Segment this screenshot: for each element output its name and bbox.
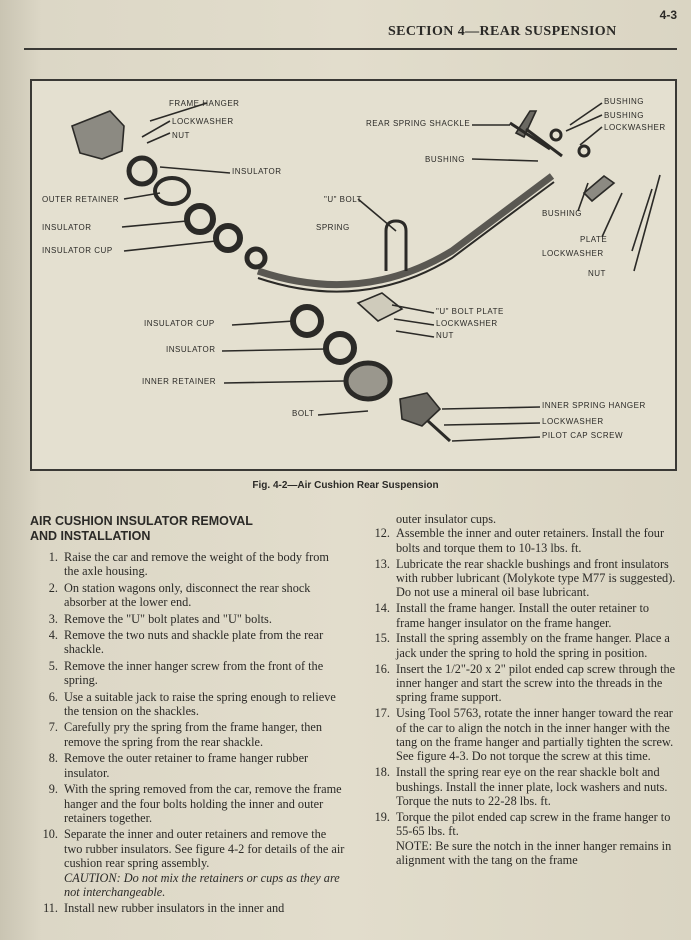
callout-u-bolt: "U" BOLT (324, 195, 362, 204)
caution-text: CAUTION: Do not mix the retainers or cups as they are not interchangeable. (64, 870, 340, 899)
note-text: NOTE: Be sure the notch in the inner hanger remains in alignment with the tang on the frame (396, 838, 672, 868)
callout-lockwasher-r: LOCKWASHER (604, 123, 666, 132)
step-item: 10. Separate the inner and outer retainers and remove the two rubber insulators. See figure 4-2 for details of the air cushion rear spring assembly. CAUTION: Do not mix the retainers or cups as they are not interchangeable. (42, 827, 345, 899)
step-item: 7. Carefully pry the spring from the frame hanger, then remove the spring from the rear shackle. (48, 720, 322, 749)
page-number: 4-3 (659, 8, 677, 22)
exploded-view-figure (30, 79, 677, 471)
callout-lockwasher-r2: LOCKWASHER (542, 249, 604, 258)
callout-nut-top: NUT (172, 131, 190, 140)
callout-bushing-mid: BUSHING (425, 155, 465, 164)
step-item: 19. Torque the pilot ended cap screw in the frame hanger to 55-65 lbs. ft. NOTE: Be sure the notch in the inner hanger remains in alignment with the tang on the frame (374, 809, 672, 868)
callout-inner-spring-hanger: INNER SPRING HANGER (542, 401, 646, 410)
step-item: 17. Using Tool 5763, rotate the inner hanger toward the rear of the car to align the notch in the inner hanger with the tang on the frame hanger and partially tighten the screw. See figure 4-3. Do not torque the screw at this time. (374, 706, 674, 764)
callout-lockwasher-top: LOCKWASHER (172, 117, 234, 126)
callout-u-bolt-plate: "U" BOLT PLATE (436, 307, 504, 316)
suspension-diagram (32, 81, 675, 469)
step-item: 3. Remove the "U" bolt plates and "U" bolts. (48, 611, 272, 626)
step-item: 18. Install the spring rear eye on the rear shackle bolt and bushings. Install the inner plate, lock washers and nuts. Torque the nuts to 22-28 lbs. ft. (374, 765, 668, 809)
callout-insulator-cup-low: INSULATOR CUP (144, 319, 215, 328)
callout-inner-retainer: INNER RETAINER (142, 377, 216, 386)
callout-nut-r: NUT (588, 269, 606, 278)
step-item: 16. Insert the 1/2"-20 x 2" pilot ended cap screw through the inner hanger and start the screw into the threads in the spring frame support. (374, 661, 676, 705)
procedure-title (30, 514, 350, 544)
step-item: 8. Remove the outer retainer to frame hanger rubber insulator. (48, 751, 309, 780)
procedure-title-line1: AIR CUSHION INSULATOR REMOVAL (30, 514, 253, 528)
steps-left-column (34, 550, 346, 918)
header-rule (24, 48, 677, 50)
step-item: 5. Remove the inner hanger screw from the front of the spring. (48, 658, 324, 688)
step-item: 12. Assemble the inner and outer retainers. Install the four bolts and torque them to 10-13 lbs. ft. (374, 526, 665, 555)
callout-lockwasher-ub: LOCKWASHER (436, 319, 498, 328)
callout-insulator-low: INSULATOR (166, 345, 216, 354)
step-item: 4. Remove the two nuts and shackle plate from the rear shackle. (48, 628, 324, 657)
procedure-title-line2: AND INSTALLATION (30, 529, 151, 543)
callout-rear-spring-shackle: REAR SPRING SHACKLE (366, 119, 471, 128)
step-item: 2. On station wagons only, disconnect the rear shock absorber at the lower end. (48, 580, 311, 610)
callout-nut-ub: NUT (436, 331, 454, 340)
callout-bushing-r3: BUSHING (542, 209, 582, 218)
callout-frame-hanger: FRAME HANGER (169, 99, 240, 108)
section-title: SECTION 4—REAR SUSPENSION (388, 24, 617, 39)
step-item: 9. With the spring removed from the car, remove the frame hanger and the four bolts holding the inner and outer retainers together. (48, 782, 342, 825)
step-item: 1. Raise the car and remove the weight of the body from the axle housing. (48, 550, 329, 579)
figure-caption: Fig. 4-2—Air Cushion Rear Suspension (252, 480, 439, 491)
callout-outer-retainer: OUTER RETAINER (42, 195, 120, 204)
step-continuation: outer insulator cups. (396, 512, 497, 526)
step-item: 14. Install the frame hanger. Install the outer retainer to frame hanger insulator on the frame hanger. (374, 601, 650, 630)
steps-right-column (366, 512, 680, 869)
step-item: 15. Install the spring assembly on the frame hanger. Place a jack under the spring to hold the spring in position. (374, 631, 670, 660)
callout-insulator-cup-left: INSULATOR CUP (42, 246, 113, 255)
callout-bushing-r2: BUSHING (604, 111, 644, 120)
callout-insulator-left: INSULATOR (42, 223, 92, 232)
callout-bushing-r1: BUSHING (604, 97, 644, 106)
callout-spring: SPRING (316, 223, 350, 232)
step-item: 11. Install new rubber insulators in the inner and (43, 901, 285, 916)
step-item: 6. Use a suitable jack to raise the spring enough to relieve the tension on the shackles. (48, 689, 336, 719)
callout-pilot-cap-screw: PILOT CAP SCREW (542, 431, 623, 440)
callout-bolt: BOLT (292, 409, 315, 418)
callout-lockwasher-low: LOCKWASHER (542, 417, 604, 426)
step-item: 13. Lubricate the rear shackle bushings and front insulators with rubber lubricant (Molykote type M77 is suggested). Do not use a mineral oil base lubricant. (374, 556, 676, 600)
callout-plate: PLATE (580, 235, 608, 244)
callout-insulator-top: INSULATOR (232, 167, 282, 176)
